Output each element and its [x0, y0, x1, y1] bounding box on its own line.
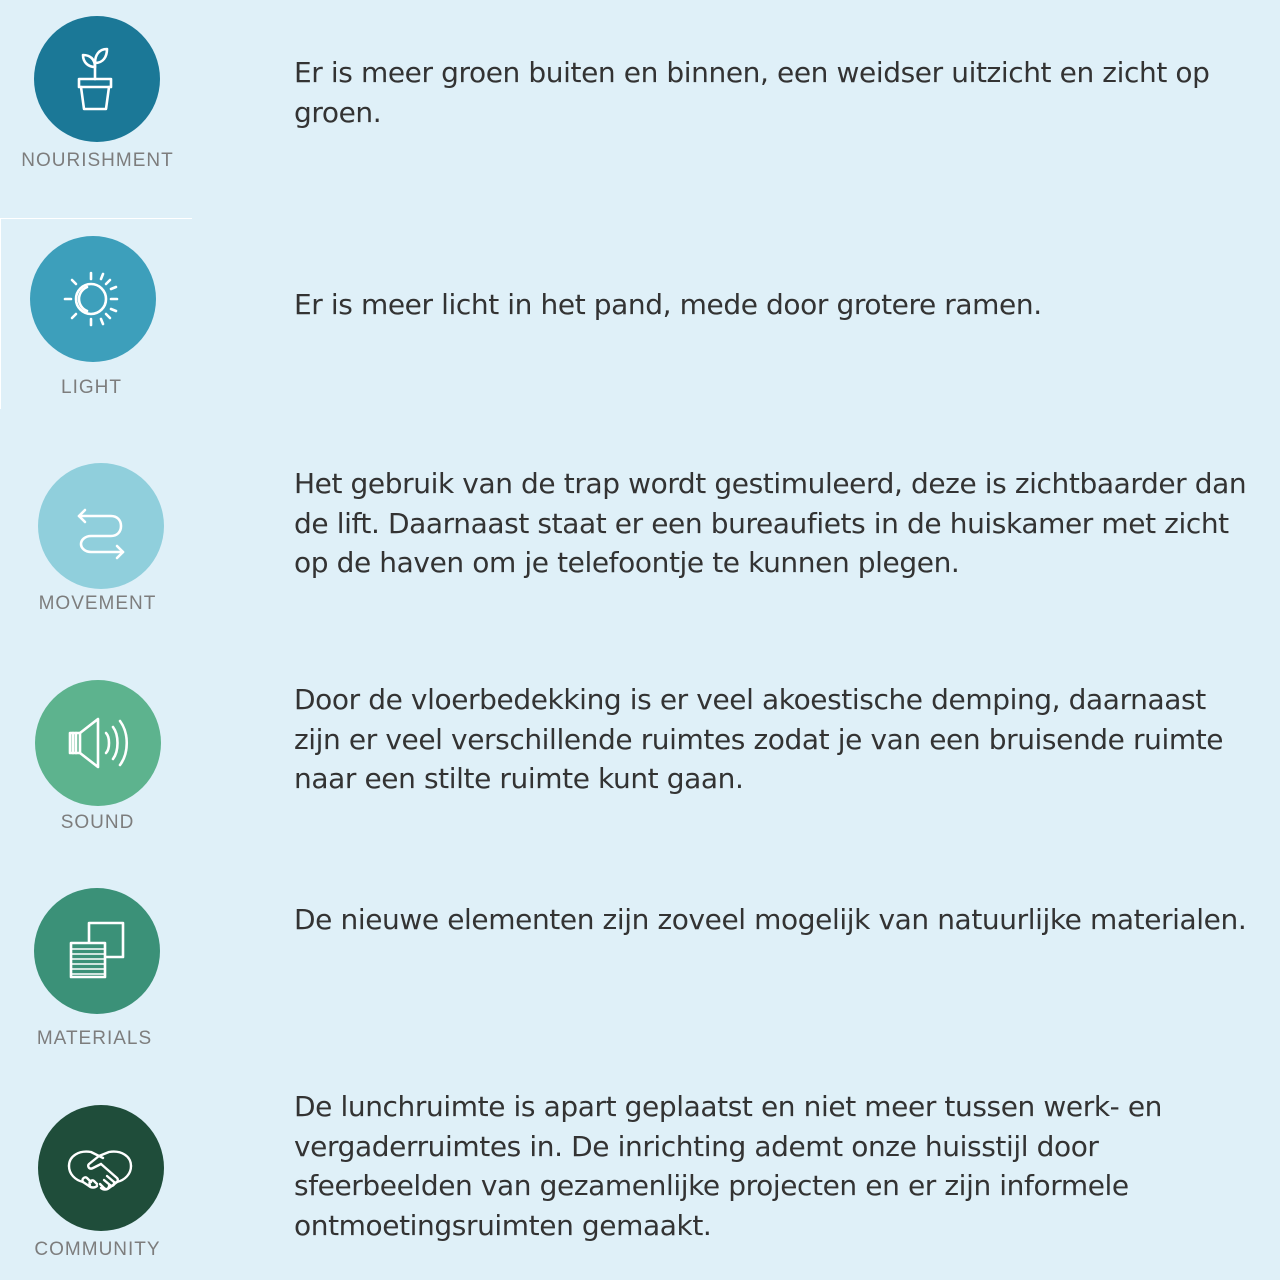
- nourishment-description: Er is meer groen buiten en binnen, een weidser uitzicht en zicht op groen.: [294, 56, 1210, 129]
- divider-line: [0, 218, 192, 219]
- movement-arrows-icon: [59, 484, 143, 568]
- sound-description: Door de vloerbedekking is er veel akoestische demping, daarnaast zijn er veel verschillende ruimtes zodat je van een bruisende ruimte naar een stilte ruimte kunt gaan.: [294, 683, 1224, 795]
- sun-icon: [51, 257, 135, 341]
- materials-label: MATERIALS: [36, 1028, 153, 1049]
- plant-pot-icon: [55, 37, 139, 121]
- movement-label: MOVEMENT: [38, 593, 157, 614]
- light-description: Er is meer licht in het pand, mede door grotere ramen.: [294, 288, 1042, 321]
- materials-description: De nieuwe elementen zijn zoveel mogelijk van natuurlijke materialen.: [294, 903, 1247, 936]
- sound-badge: [35, 680, 161, 806]
- community-badge: [38, 1105, 164, 1231]
- light-label: LIGHT: [61, 377, 122, 398]
- sound-label: SOUND: [60, 812, 135, 833]
- community-description: De lunchruimte is apart geplaatst en niet meer tussen werk- en vergaderruimtes in. De inrichting ademt onze huisstijl door sfeerbeelden van gezamenlijke projecten en er zijn informele ontmoetingsruimten gemaakt.: [294, 1090, 1163, 1242]
- community-label: COMMUNITY: [34, 1239, 161, 1260]
- speaker-icon: [56, 701, 140, 785]
- nourishment-badge: [34, 16, 160, 142]
- movement-description: Het gebruik van de trap wordt gestimuleerd, deze is zichtbaarder dan de lift. Daarnaast staat er een bureaufiets in de huiskamer met zicht op de haven om je telefoontje te kunnen plegen.: [294, 467, 1247, 579]
- light-badge: [30, 236, 156, 362]
- movement-badge: [38, 463, 164, 589]
- handshake-icon: [59, 1126, 143, 1210]
- material-swatches-icon: [55, 909, 139, 993]
- materials-badge: [34, 888, 160, 1014]
- nourishment-label: NOURISHMENT: [21, 150, 174, 171]
